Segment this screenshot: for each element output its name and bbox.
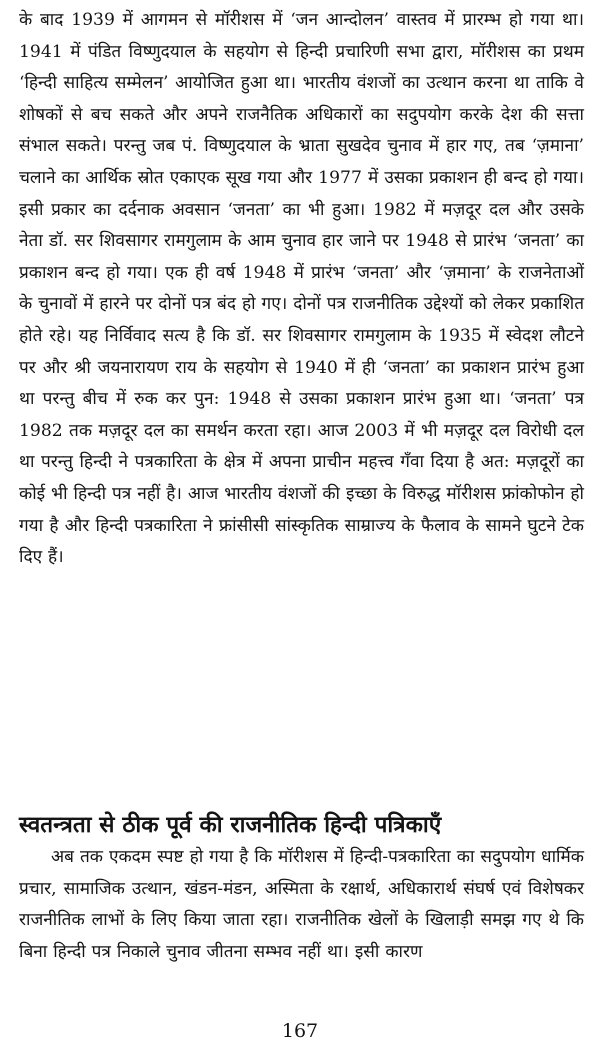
body-paragraph-1: के बाद 1939 में आगमन से मॉरीशस में ‘जन आन्दोलन’ वास्तव में प्रारम्भ हो गया था। 1941 में पंडित विष्णुदयाल के सहयोग से हिन्दी प्रचारिणी सभा द्वारा, मॉरीशस का प्रथम ‘हिन्दी साहित्य सम्मेलन’ आयोजित हुआ था। भारतीय वंशजों का उत्थान करना था ताकि वे शोषकों से बच सकते और अपने राजनैतिक अधिकारों का सदुपयोग करके देश की सत्ता संभाल सकते। परन्तु जब पं. विष्णुदयाल के भ्राता सुखदेव चुनाव में हार गए, तब ‘ज़माना’ चलाने का आर्थिक स्रोत एकाएक सूख गया और 1977 में उसका प्रकाशन ही बन्द हो गया। इसी प्रकार का दर्दनाक अवसान ‘जनता’ का भी हुआ। 1982 में मज़दूर दल और उसके नेता डॉ. सर शिवसागर रामगुलाम के आम चुनाव हार जाने पर 1948 से प्रारंभ ‘जनता’ का प्रकाशन बन्द हो गया। एक ही वर्ष 1948 में प्रारंभ ‘जनता’ और ‘ज़माना’ के राजनेताओं के चुनावों में हारने पर दोनों पत्र बंद हो गए। दोनों पत्र राजनीतिक उद्देश्यों को लेकर प्रकाशित होते रहे। यह निर्विवाद सत्य है कि डॉ. सर शिवसागर रामगुलाम के 1935 में स्वेदश लौटने पर और श्री जयनारायण राय के सहयोग से 1940 में ही ‘जनता’ का प्रकाशन प्रारंभ हुआ था परन्तु बीच में रुक कर पुन: 1948 से उसका प्रकाशन प्रारंभ हुआ था। ‘जनता’ पत्र 1982 तक मज़दूर दल का समर्थन करता रहा। आज 2003 में भी मज़दूर दल विरोधी दल था परन्तु हिन्दी ने पत्रकारिता के क्षेत्र में अपना प्राचीन महत्त्व गँवा दिया है अत: मज़दूरों का कोई भी हिन्दी पत्र नहीं है। आज भारतीय वंशजों की इच्छा के विरुद्ध मॉरीशस फ्रांकोफोन हो गया है और हिन्दी पत्रकारिता ने फ्रांसीसी सांस्कृतिक साम्राज्य के फैलाव के सामने घुटने टेक दिए हैं। — [19, 10, 584, 568]
body-paragraph-2: अब तक एकदम स्पष्ट हो गया है कि मॉरीशस में हिन्दी-पत्रकारिता का सदुपयोग धार्मिक प्रचार, सामाजिक उत्थान, खंडन-मंडन, अस्मिता के रक्षार्थ, अधिकारार्थ संघर्ष एवं विशेषकर राजनीतिक लाभों के लिए किया जाता रहा। राजनीतिक खेलों के खिलाड़ी समझ गए थे कि बिना हिन्दी पत्र निकाले चुनाव जीतना सम्भव नहीं था। इसी कारण — [19, 847, 584, 962]
page-number: 167 — [281, 1020, 319, 1042]
section-heading: स्वतन्त्रता से ठीक पूर्व की राजनीतिक हिन्दी पत्रिकाएँ — [19, 812, 442, 838]
